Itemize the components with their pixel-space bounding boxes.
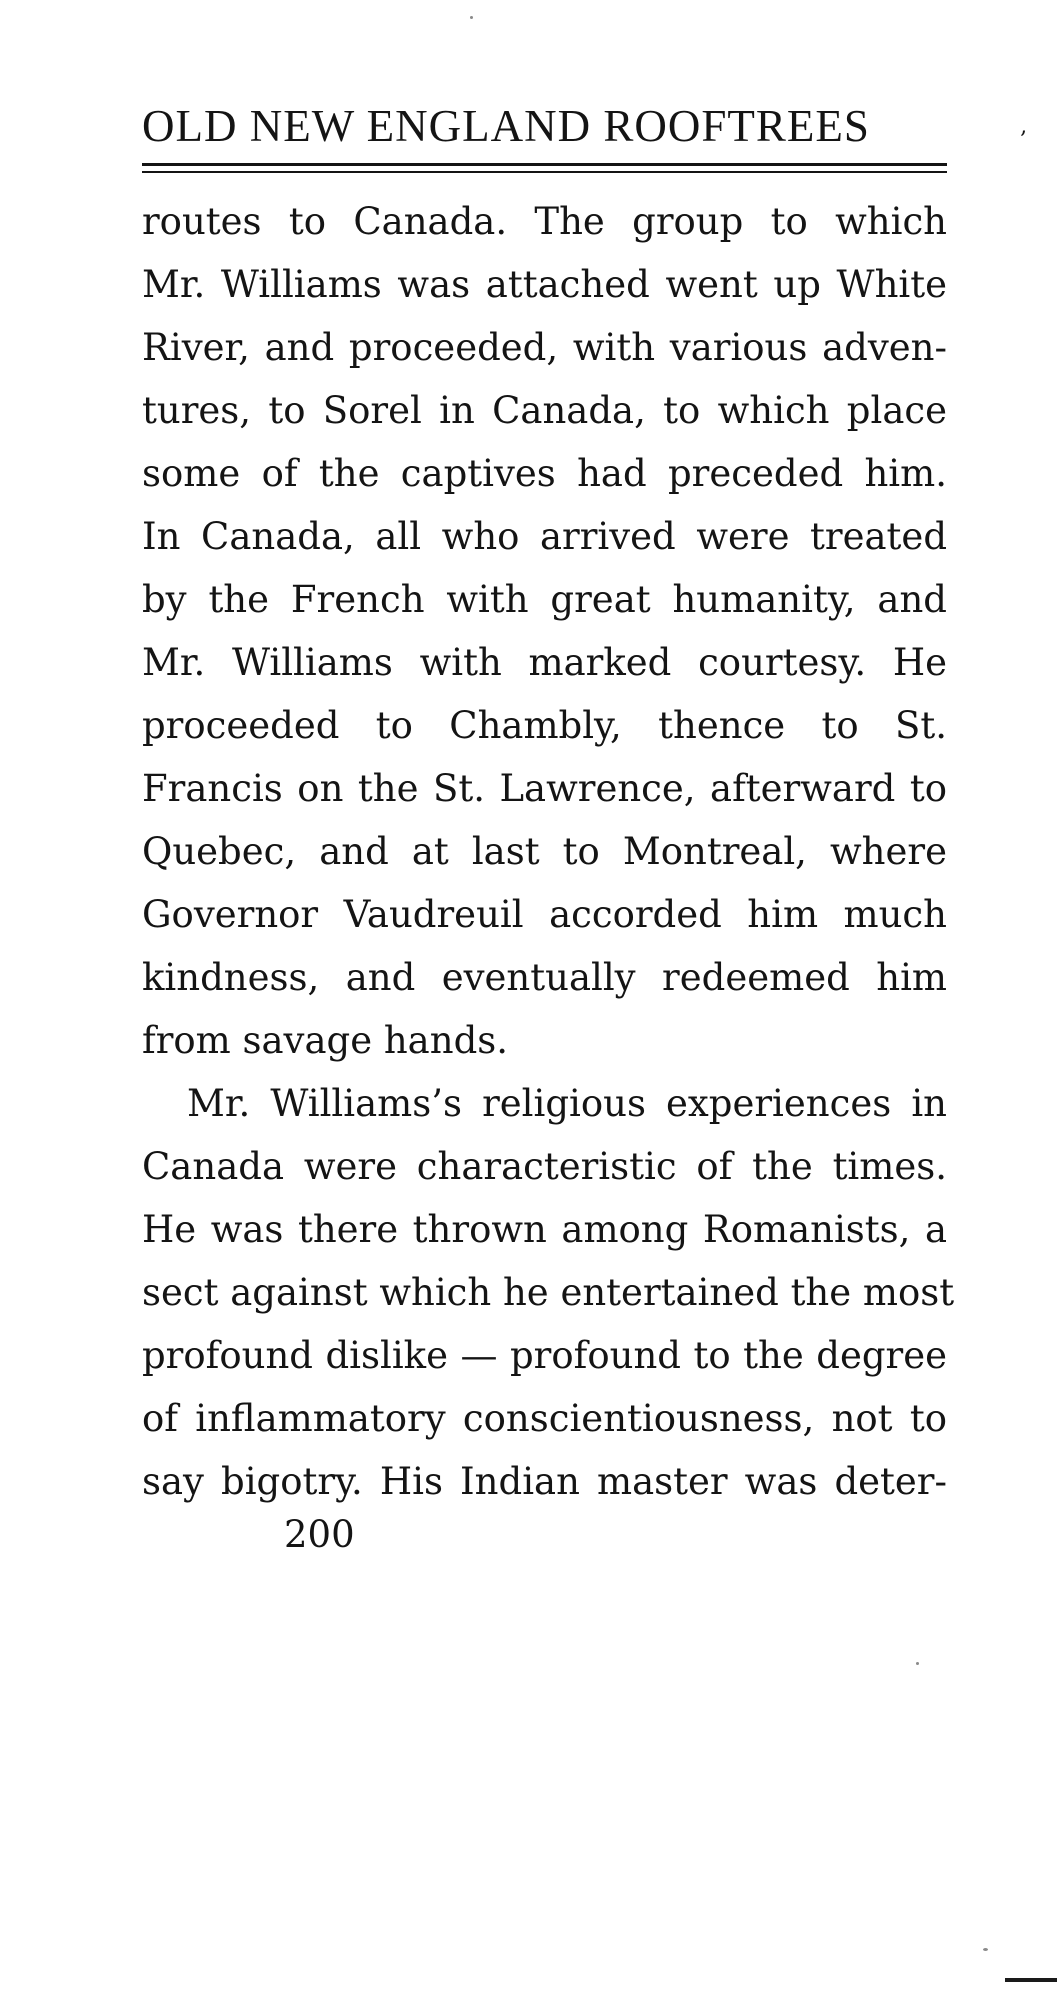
- text-line: profound dislike — profound to the degree: [142, 1334, 947, 1377]
- page-number: 200: [284, 1513, 355, 1556]
- text-line: say bigotry. His Indian master was deter-: [142, 1460, 947, 1503]
- text-line: Governor Vaudreuil accorded him much: [142, 893, 947, 936]
- text-line: In Canada, all who arrived were treated: [142, 515, 947, 558]
- text-line: River, and proceeded, with various adven-: [142, 326, 947, 369]
- margin-mark: ‚: [1020, 114, 1027, 139]
- paper-speck: [983, 1948, 988, 1951]
- text-line: Mr. Williams with marked courtesy. He: [142, 641, 947, 684]
- text-line: Mr. Williams’s religious experiences in: [187, 1082, 947, 1125]
- text-line: by the French with great humanity, and: [142, 578, 947, 621]
- text-line: He was there thrown among Romanists, a: [142, 1208, 947, 1251]
- text-line: proceeded to Chambly, thence to St.: [142, 704, 947, 747]
- scan-edge-mark: [1005, 1978, 1057, 1982]
- text-line: from savage hands.: [142, 1019, 509, 1062]
- paper-speck: [470, 16, 473, 19]
- text-line: sect against which he entertained the most: [142, 1271, 955, 1314]
- header-rule-thin: [142, 171, 947, 173]
- header-rule-thick: [142, 163, 947, 166]
- text-line: Canada were characteristic of the times.: [142, 1145, 947, 1188]
- text-line: Mr. Williams was attached went up White: [142, 263, 947, 306]
- body-text: [142, 190, 955, 1513]
- text-line: kindness, and eventually redeemed him: [142, 956, 947, 999]
- paper-speck: [916, 1662, 919, 1665]
- text-line: of inflammatory conscientiousness, not to: [142, 1397, 947, 1440]
- running-head: OLD NEW ENGLAND ROOFTREES: [142, 101, 870, 151]
- text-line: tures, to Sorel in Canada, to which place: [142, 389, 947, 432]
- text-line: some of the captives had preceded him.: [142, 452, 947, 495]
- text-line: Quebec, and at last to Montreal, where: [142, 830, 947, 873]
- text-line: Francis on the St. Lawrence, afterward to: [142, 767, 947, 810]
- text-line: routes to Canada. The group to which: [142, 200, 947, 243]
